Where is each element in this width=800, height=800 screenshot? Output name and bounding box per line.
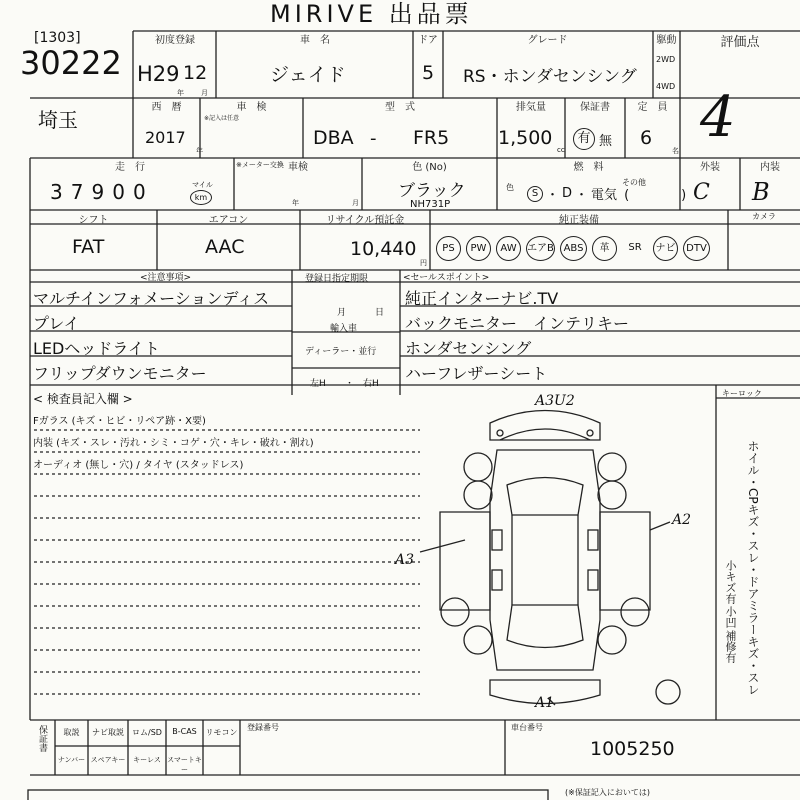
inspector-line-interior: 内装 (キズ・スレ・汚れ・シミ・コゲ・穴・キレ・破れ・割れ): [33, 438, 314, 449]
capacity-header: 定 員: [637, 102, 668, 113]
aircon: AAC: [205, 236, 245, 258]
equip-abs: ABS: [560, 236, 587, 261]
fuel-ev: 電気: [591, 188, 618, 203]
reg-month: 12: [183, 62, 208, 84]
interior-score: B: [752, 178, 770, 206]
mileage-digits: [50, 180, 146, 204]
side-notes: [722, 560, 738, 663]
shift-header: シフト: [78, 215, 109, 226]
prefecture: 埼玉: [38, 108, 78, 132]
mileage-note: ※メーター交換: [236, 161, 284, 169]
score-header: 評価点: [720, 35, 760, 50]
reg-year: H29: [137, 62, 180, 86]
deadline-month: 月: [337, 308, 347, 318]
model-header: 型 式: [385, 102, 415, 113]
warranty-yes: 有: [573, 128, 595, 150]
sep2: ・: [575, 188, 589, 203]
car-name-header: 車 名: [300, 35, 330, 46]
equip-leather: 革: [592, 236, 617, 261]
warranty-header: 保証書: [580, 102, 610, 113]
mileage-digit: 0: [112, 180, 125, 204]
first-reg-header: 初度登録: [155, 35, 195, 46]
gatsu-label: 月: [352, 199, 359, 207]
sales-points-list: [405, 286, 629, 386]
oem-header: 純正装備: [559, 215, 599, 226]
inspector-line-glass: Fガラス (キズ・ヒビ・リペア跡・X要): [33, 416, 206, 427]
equip-airbag: エアB: [526, 236, 555, 261]
other-label: その他: [622, 178, 646, 187]
drive-header: 駆動: [656, 35, 677, 46]
doors: 5: [422, 62, 435, 84]
checklist-row2: [55, 755, 203, 775]
check-item: スマートキー: [167, 756, 202, 774]
damage-top: A3U2: [535, 393, 575, 409]
equip-pw: PW: [466, 236, 491, 261]
equip-navi: ナビ: [653, 236, 678, 261]
check-item: リモコン: [205, 728, 238, 737]
footnote: (※保証記入においては): [565, 788, 650, 797]
recycle: 10,440: [350, 238, 417, 260]
check-item: スペアキー: [90, 756, 126, 764]
equipment-list: [436, 236, 710, 261]
sales-point: ハーフレザーシート: [405, 364, 548, 383]
car-name: ジェイド: [270, 64, 346, 86]
exterior-header: 外装: [700, 162, 720, 173]
mileage-digit: 0: [132, 180, 146, 204]
fuel-header: 燃 料: [573, 162, 604, 173]
imported-label: 輸入車: [330, 324, 358, 334]
note-line: マルチインフォメーションディス: [33, 289, 270, 308]
cc-label: cc: [557, 146, 565, 154]
seireki-header: 西 暦: [151, 102, 182, 113]
equip-aw: AW: [496, 236, 521, 261]
sales-point: バックモニター インテリキー: [405, 314, 630, 333]
note-line: プレイ: [33, 314, 80, 333]
side-note: 補修有: [724, 630, 737, 663]
color-header: 色 (No): [412, 162, 447, 173]
fuel-d: D: [562, 186, 573, 201]
mileage-digit: 7: [70, 180, 84, 204]
handle-left: 左H: [310, 379, 326, 389]
note-line: LEDヘッドライト: [33, 339, 160, 358]
recycle-header: リサイクル預託金: [325, 215, 405, 226]
iro-label: 色: [506, 183, 514, 192]
displacement-header: 排気量: [516, 102, 546, 113]
people-label: 名: [672, 147, 679, 155]
notes-header: <注意事項>: [140, 273, 192, 283]
inspector-lines: [33, 411, 314, 477]
shaken2-header: 車検: [288, 162, 308, 173]
shift: FAT: [72, 236, 105, 258]
lot-index: [1303]: [34, 30, 81, 46]
color: ブラック: [398, 181, 466, 201]
model-prefix: DBA: [313, 127, 354, 149]
lot-number: 30222: [20, 44, 122, 82]
sales-point: ホンダセンシング: [405, 339, 532, 358]
check-item: ナビ取説: [92, 728, 124, 737]
yen-label: 円: [420, 259, 427, 267]
nen2-label: 年: [292, 199, 299, 207]
sales-point: 純正インターナビ.TV: [405, 289, 559, 308]
mile-label: マイル: [192, 181, 213, 189]
key-lock-label: キーロック: [722, 389, 762, 398]
sep: ・: [546, 188, 560, 203]
check-item: B-CAS: [172, 727, 197, 736]
drive-2wd: 2WD: [656, 55, 676, 64]
damage-bottom: A1: [535, 695, 555, 711]
warranty-no: 無: [599, 134, 613, 149]
side-column: ホイル・CPキズ・スレ・ドアミラーキズ・スレ: [746, 440, 760, 696]
color-code: NH731P: [410, 199, 451, 210]
drive-4wd: 4WD: [656, 82, 676, 91]
grade: RS・ホンダセンシング: [463, 67, 637, 87]
handle-sep: ・: [345, 379, 355, 389]
mileage-digit: 9: [91, 180, 105, 204]
dealer-label: ディーラー・並行: [305, 347, 377, 357]
model-dash: -: [370, 128, 377, 149]
damage-left: A3: [395, 552, 415, 568]
side-note: 小凹: [724, 606, 737, 628]
damage-right: A2: [672, 512, 692, 528]
interior-header: 内装: [760, 162, 780, 173]
grade-header: グレード: [527, 35, 568, 46]
car-number-label: 車台番号: [511, 723, 543, 732]
side-note: 小キズ有: [724, 560, 737, 604]
nen-label: 年: [196, 147, 203, 155]
score-value: 4: [700, 85, 736, 150]
equip-sr: SR: [628, 242, 642, 253]
door-header: ドア: [418, 35, 438, 46]
check-item: 取説: [63, 728, 80, 737]
shaken-note: ※記入は任意: [204, 115, 240, 122]
fuel-s: S: [527, 186, 543, 202]
exterior-score: C: [693, 180, 710, 205]
month-label: 月: [201, 89, 208, 97]
reg-deadline-header: 登録日指定期限: [305, 274, 369, 284]
mileage-header: 走 行: [115, 162, 145, 173]
checklist-row1: [55, 727, 240, 738]
checklist-side: 保証書: [37, 725, 47, 752]
check-item: ロム/SD: [132, 728, 162, 737]
form-title: MIRIVE 出品票: [270, 0, 473, 28]
equip-ps: PS: [436, 236, 461, 261]
deadline-day: 日: [375, 308, 385, 318]
year-label: 年: [177, 89, 184, 97]
equip-dtv: DTV: [683, 236, 710, 261]
mileage-unit: km: [190, 190, 212, 205]
handle-right: 右H: [363, 379, 379, 389]
mileage-digit: 3: [50, 180, 63, 204]
reg-number-label: 登録番号: [247, 723, 279, 732]
note-line: フリップダウンモニター: [33, 364, 207, 383]
fuel-other: ( ): [624, 188, 687, 203]
model-code: FR5: [413, 127, 450, 149]
inspection-header: < 検査員記入欄 >: [33, 392, 133, 406]
check-item: ナンバー: [57, 756, 86, 764]
model-year: 2017: [145, 128, 186, 147]
inspector-line-audio: オーディオ (無し・穴) / タイヤ (スタッドレス): [33, 460, 244, 471]
aircon-header: エアコン: [208, 215, 249, 226]
check-item: キーレス: [133, 756, 161, 764]
car-diagram: [420, 411, 680, 706]
car-number: 1005250: [590, 738, 675, 760]
camera-header: カメラ: [752, 212, 776, 221]
capacity: 6: [640, 127, 653, 149]
displacement: 1,500: [498, 127, 553, 149]
shaken-header: 車 検: [236, 102, 267, 113]
sales-points-header: <セールスポイント>: [403, 273, 490, 283]
notes-list: [33, 286, 269, 386]
fuel-options: [527, 184, 686, 203]
